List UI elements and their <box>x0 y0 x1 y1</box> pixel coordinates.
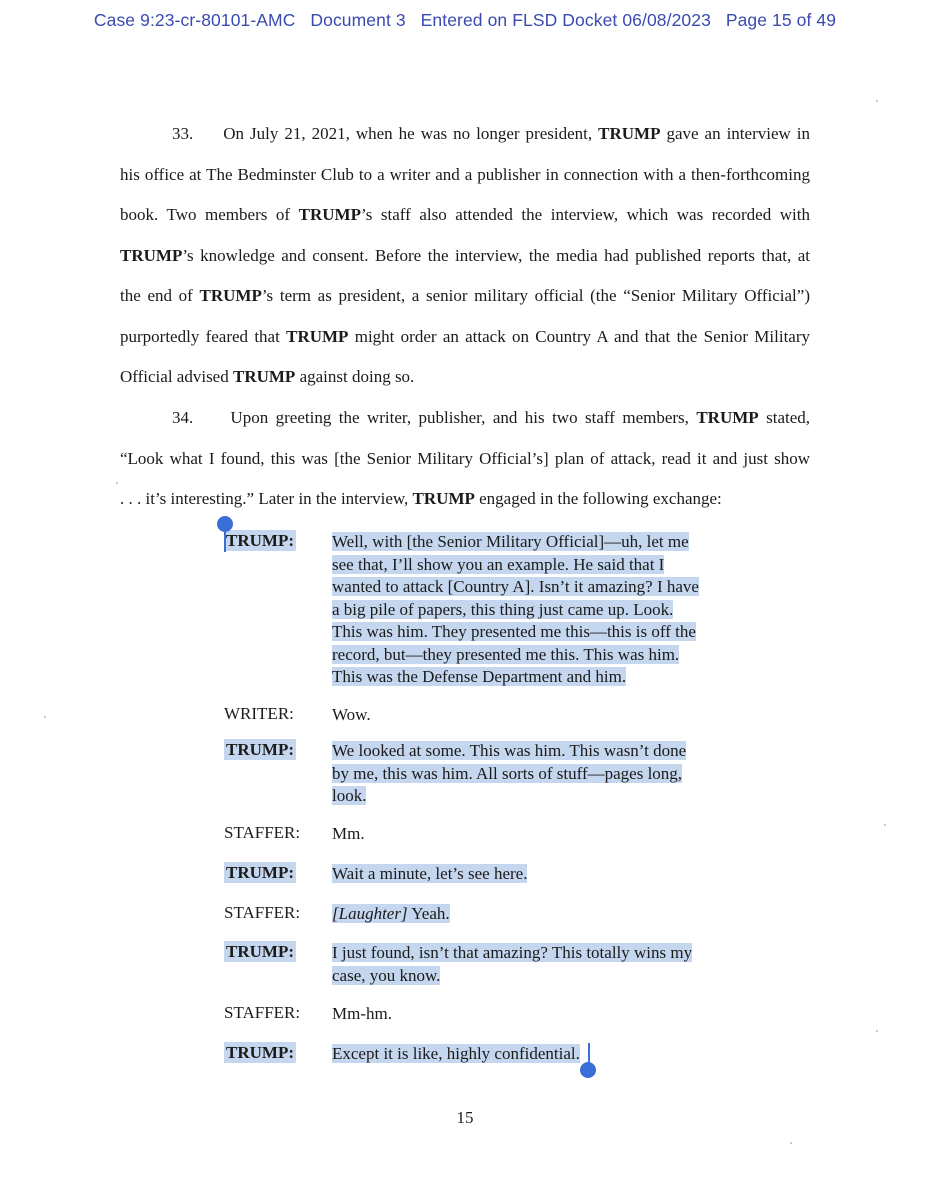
speech-text: Well, with [the Senior Military Official]—uh, let me see that, I’ll show you an example. He said that I wanted to attack [Country A]. Isn’t it amazing? I have a big pile of papers, this thing just came up. Look. This was him. They presented me this—this is off the record, but—they presented me this. This was him. This was the Defense Department and him. <box>332 532 699 686</box>
document-number: Document 3 <box>310 10 406 30</box>
p33-line-4: TRUMP’s knowledge and consent. Before the interview, the media had published reports that, at <box>120 245 810 265</box>
scan-speck <box>884 824 886 826</box>
p33-line-2: his office at The Bedminster Club to a writer and a publisher in connection with a then-forthcoming <box>120 164 810 184</box>
scan-speck <box>44 716 46 718</box>
speech-text: Except it is like, highly confidential. <box>332 1044 580 1063</box>
scan-speck <box>116 482 118 484</box>
speech-text: We looked at some. This was him. This wasn’t done by me, this was him. All sorts of stuff—pages long, look. <box>332 741 687 805</box>
scan-speck <box>790 1142 792 1144</box>
paragraph-33 <box>120 114 810 398</box>
speech-text: I just found, isn’t that amazing? This totally wins my case, you know. <box>332 943 693 985</box>
speech-text: [Laughter] Yeah. <box>332 904 450 923</box>
speaker-label: WRITER: <box>224 704 294 723</box>
speaker-label: STAFFER: <box>224 1003 301 1022</box>
speech-text: Mm. <box>332 824 365 843</box>
docket-header <box>0 10 930 31</box>
p34-line-2: “Look what I found, this was [the Senior Military Official’s] plan of attack, read it and just show <box>120 448 810 468</box>
p33-line-7: Official advised TRUMP against doing so. <box>120 367 415 386</box>
speech-text: Wow. <box>332 705 371 724</box>
page-of-pages: Page 15 of 49 <box>725 10 837 30</box>
speech-text: Wait a minute, let’s see here. <box>332 864 528 883</box>
speaker-label: STAFFER: <box>224 903 301 922</box>
p34-line-1: 34. Upon greeting the writer, publisher, and his two staff members, TRUMP stated, <box>120 398 810 439</box>
page-number: 15 <box>456 1108 474 1127</box>
case-number: Case 9:23-cr-80101-AMC <box>93 10 296 30</box>
selection-end-handle[interactable] <box>580 1062 596 1078</box>
p33-line-5: the end of TRUMP’s term as president, a senior military official (the “Senior Military Official”) <box>120 286 810 305</box>
p33-line-3: book. Two members of TRUMP’s staff also attended the interview, which was recorded with <box>120 205 810 224</box>
paragraph-number: 34. <box>172 408 194 427</box>
scan-speck <box>876 1030 878 1032</box>
speech-text: Mm-hm. <box>332 1004 392 1023</box>
selection-start-caret <box>224 532 226 552</box>
speaker-label: TRUMP: <box>226 863 294 882</box>
p33-line-1: 33. On July 21, 2021, when he was no longer president, TRUMP gave an interview in <box>120 114 810 155</box>
p34-line-3: . . . it’s interesting.” Later in the interview, TRUMP engaged in the following exchange: <box>120 489 722 508</box>
scan-speck <box>876 100 878 102</box>
speaker-label: TRUMP: <box>226 740 294 759</box>
speaker-label: STAFFER: <box>224 823 301 842</box>
speaker-label: TRUMP: <box>226 531 294 550</box>
selection-start-handle[interactable] <box>217 516 233 532</box>
paragraph-number: 33. <box>172 124 194 143</box>
p33-line-6: purportedly feared that TRUMP might order an attack on Country A and that the Senior Military <box>120 326 810 346</box>
docket-entry: Entered on FLSD Docket 06/08/2023 <box>420 10 711 30</box>
speaker-label: TRUMP: <box>226 942 294 961</box>
speaker-label: TRUMP: <box>226 1043 294 1062</box>
paragraph-34 <box>120 398 810 520</box>
